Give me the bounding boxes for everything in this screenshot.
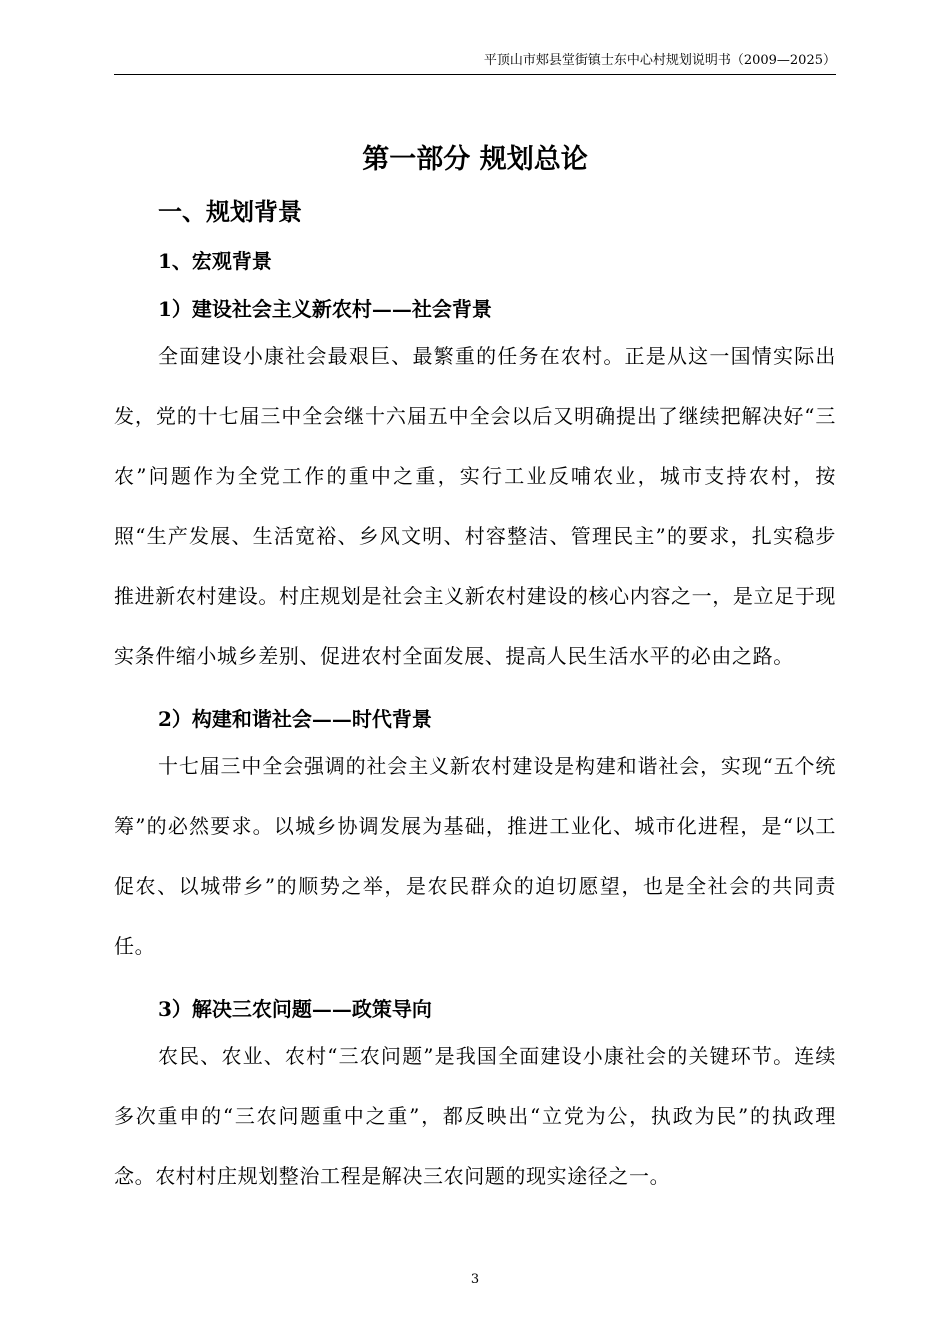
subsection-title: 1、宏观背景 [158,249,272,273]
paragraph-era: 十七届三中全会强调的社会主义新农村建设是构建和谐社会，实现“五个统筹”的必然要求。以城乡协调发展为基础，推进工业化、城市化进程，是“以工促农、以城带乡”的顺势之举，是农民群众的迫切愿望，也是全社会的共同责任。 [114,754,836,958]
running-header: 平顶山市郏县堂街镇士东中心村规划说明书（2009—2025） [483,53,836,68]
paragraph-policy: 农民、农业、农村“三农问题”是我国全面建设小康社会的关键环节。连续多次重申的“三农问题重中之重”，都反映出“立党为公，执政为民”的执政理念。农村村庄规划整治工程是解决三农问题的现实途径之一。 [114,1044,836,1188]
section-title: 一、规划背景 [158,197,302,226]
header-rule [114,74,836,75]
part-title: 第一部分 规划总论 [362,144,588,175]
page-content [114,140,836,1206]
item-heading-policy: 3）解决三农问题——政策导向 [158,997,432,1021]
item-heading-era: 2）构建和谐社会——时代背景 [158,707,432,731]
item-heading-social: 1）建设社会主义新农村——社会背景 [158,297,492,321]
paragraph-social: 全面建设小康社会最艰巨、最繁重的任务在农村。正是从这一国情实际出发，党的十七届三中全会继十六届五中全会以后又明确提出了继续把解决好“三农”问题作为全党工作的重中之重，实行工业反哺农业，城市支持农村，按照“生产发展、生活宽裕、乡风文明、村容整洁、管理民主”的要求，扎实稳步推进新农村建设。村庄规划是社会主义新农村建设的核心内容之一，是立足于现实条件缩小城乡差别、促进农村全面发展、提高人民生活水平的必由之路。 [114,344,836,668]
page-number: 3 [470,1272,480,1287]
